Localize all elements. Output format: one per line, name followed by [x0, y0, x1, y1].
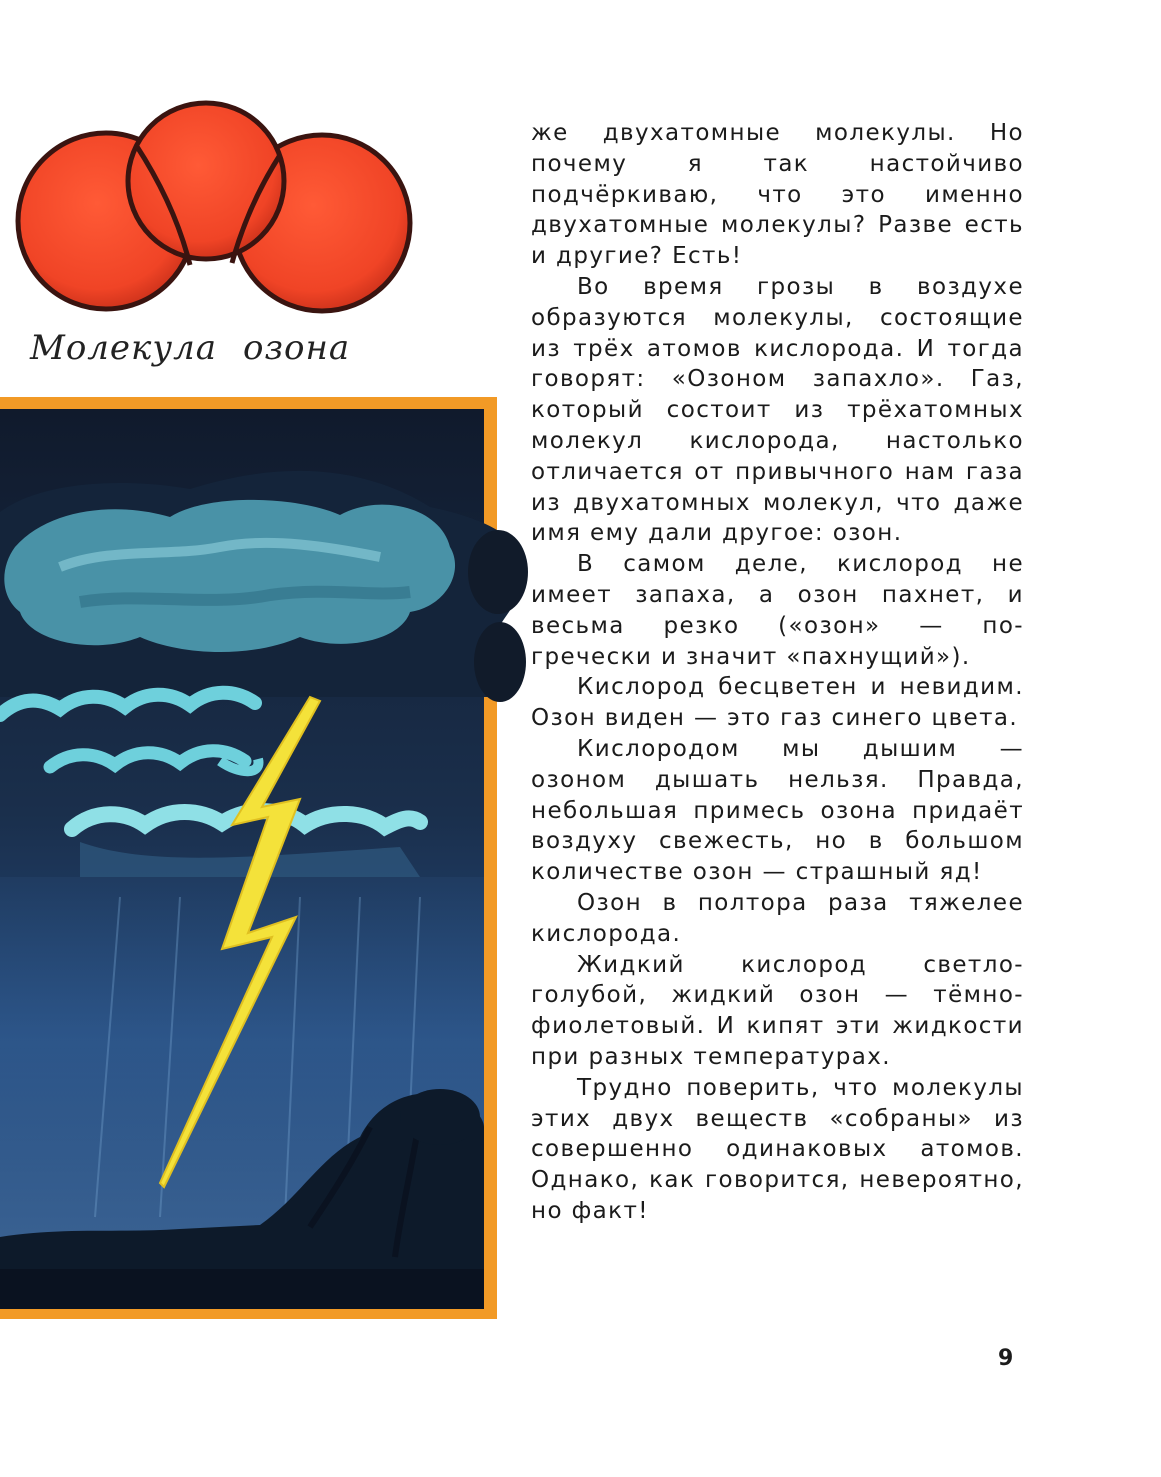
oxygen-atom-center [128, 103, 284, 259]
page-number: 9 [998, 1346, 1014, 1371]
storm-cloud-light [4, 500, 455, 652]
ozone-molecule-illustration [0, 95, 430, 335]
article-paragraph: Во время грозы в воздухе образуются молекулы, состоящие из трёх атомов кислорода. И тогда говорят: «Озоном запахло». Газ, который состоит из трёхатомных молекул кислорода, настолько отличается от привычного нам газа из двухатомных молекул, что даже имя ему дали другое: озон. [531, 273, 1024, 547]
caption-word: Молекула [30, 328, 217, 368]
article-paragraph: Озон в полтора раза тяжелее кислорода. [531, 889, 1024, 947]
article-paragraph: Трудно поверить, что молекулы этих двух веществ «собраны» из совершенно одинаковых атомов. Однако, как говорится, невероятно, но факт! [531, 1074, 1024, 1224]
article-paragraph: Кислородом мы дышим — озоном дышать нельзя. Правда, небольшая примесь озона придаёт воздуху свежесть, но в большом количестве озон — страшный яд! [531, 735, 1024, 886]
article-text [531, 118, 1024, 1227]
caption-word: озона [243, 328, 351, 368]
article-paragraph: В самом деле, кислород не имеет запаха, а озон пахнет, и весьма резко («озон» — по-гречески и значит «пахнущий»). [531, 551, 1024, 670]
article-paragraph: же двухатомные молекулы. Но почему я так настойчиво подчёркиваю, что это именно двухатомные молекулы? Разве есть и другие? Есть! [531, 120, 1024, 270]
illustration-caption [30, 328, 350, 368]
thunderstorm-illustration [0, 397, 497, 1319]
article-paragraph: Кислород бесцветен и невидим. Озон виден — это газ синего цвета. [531, 674, 1024, 732]
article-paragraph: Жидкий кислород светло-голубой, жидкий озон — тёмно-фиолетовый. И кипят эти жидкости при разных температурах. [531, 951, 1024, 1070]
